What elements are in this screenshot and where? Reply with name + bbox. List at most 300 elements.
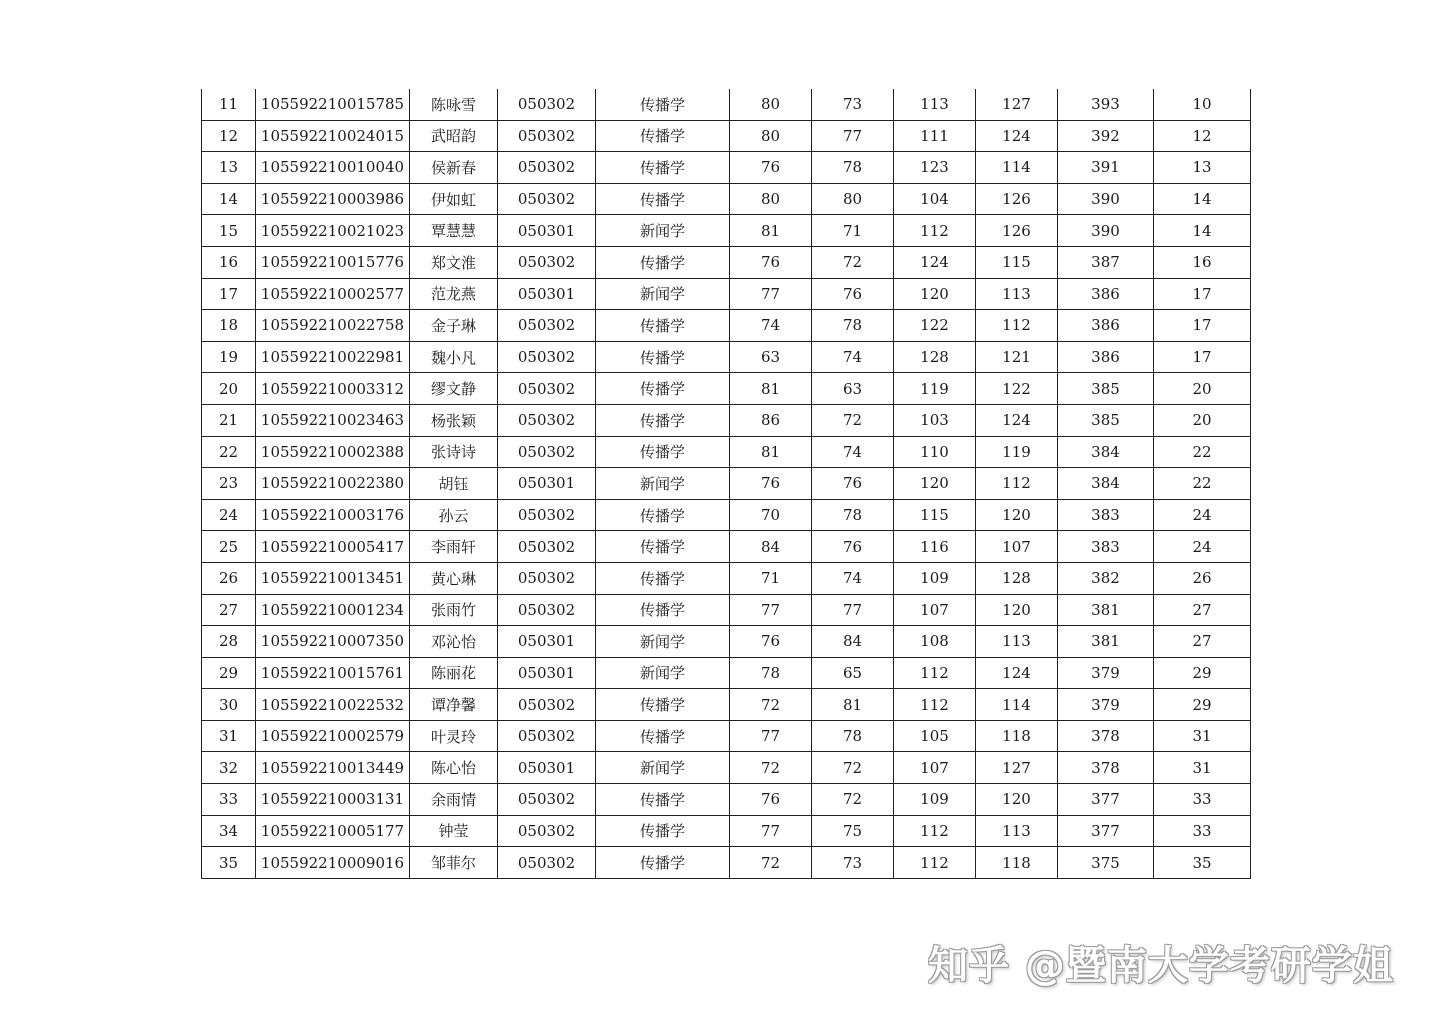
cell-score-politics: 80	[730, 120, 812, 152]
cell-row-number: 22	[202, 436, 256, 468]
cell-score-english: 75	[812, 815, 894, 847]
cell-student-name: 伊如虹	[410, 183, 498, 215]
cell-major-name: 传播学	[596, 310, 730, 342]
cell-score-subject-1: 104	[894, 183, 976, 215]
table-row	[202, 689, 1251, 721]
cell-rank: 17	[1154, 341, 1251, 373]
cell-rank: 27	[1154, 594, 1251, 626]
cell-student-name: 陈心怡	[410, 752, 498, 784]
cell-score-english: 76	[812, 531, 894, 563]
cell-major-name: 传播学	[596, 183, 730, 215]
cell-score-english: 63	[812, 373, 894, 405]
cell-major-name: 传播学	[596, 562, 730, 594]
cell-major-code: 050302	[498, 562, 596, 594]
cell-score-english: 81	[812, 689, 894, 721]
cell-score-subject-1: 107	[894, 752, 976, 784]
cell-row-number: 35	[202, 847, 256, 879]
table-row	[202, 468, 1251, 500]
cell-rank: 24	[1154, 531, 1251, 563]
cell-major-code: 050301	[498, 626, 596, 658]
cell-major-code: 050302	[498, 720, 596, 752]
cell-score-politics: 63	[730, 341, 812, 373]
cell-score-politics: 77	[730, 720, 812, 752]
cell-score-subject-2: 113	[976, 278, 1058, 310]
cell-major-code: 050302	[498, 310, 596, 342]
cell-exam-id: 105592210002579	[256, 720, 410, 752]
cell-score-english: 77	[812, 594, 894, 626]
cell-row-number: 20	[202, 373, 256, 405]
cell-row-number: 32	[202, 752, 256, 784]
cell-score-politics: 77	[730, 815, 812, 847]
cell-score-politics: 77	[730, 278, 812, 310]
cell-score-english: 72	[812, 752, 894, 784]
cell-score-politics: 70	[730, 499, 812, 531]
cell-major-name: 传播学	[596, 784, 730, 816]
cell-score-subject-2: 113	[976, 626, 1058, 658]
cell-major-name: 新闻学	[596, 215, 730, 247]
cell-major-name: 传播学	[596, 499, 730, 531]
cell-score-politics: 72	[730, 689, 812, 721]
cell-score-subject-2: 124	[976, 657, 1058, 689]
cell-total-score: 386	[1058, 278, 1154, 310]
table-row	[202, 183, 1251, 215]
table-row	[202, 784, 1251, 816]
cell-score-politics: 84	[730, 531, 812, 563]
cell-row-number: 31	[202, 720, 256, 752]
cell-score-politics: 72	[730, 847, 812, 879]
cell-rank: 16	[1154, 246, 1251, 278]
cell-exam-id: 105592210001234	[256, 594, 410, 626]
cell-student-name: 钟莹	[410, 815, 498, 847]
cell-score-politics: 80	[730, 183, 812, 215]
cell-row-number: 33	[202, 784, 256, 816]
table-row	[202, 594, 1251, 626]
cell-score-politics: 76	[730, 626, 812, 658]
cell-rank: 29	[1154, 657, 1251, 689]
cell-score-english: 74	[812, 341, 894, 373]
cell-major-name: 新闻学	[596, 752, 730, 784]
cell-score-politics: 86	[730, 404, 812, 436]
cell-rank: 14	[1154, 183, 1251, 215]
table-row	[202, 720, 1251, 752]
cell-score-politics: 80	[730, 89, 812, 120]
cell-total-score: 381	[1058, 594, 1154, 626]
cell-major-name: 传播学	[596, 689, 730, 721]
cell-total-score: 386	[1058, 310, 1154, 342]
cell-score-subject-2: 113	[976, 815, 1058, 847]
cell-rank: 31	[1154, 752, 1251, 784]
cell-exam-id: 105592210005177	[256, 815, 410, 847]
cell-major-code: 050301	[498, 657, 596, 689]
cell-score-subject-2: 120	[976, 499, 1058, 531]
table-row	[202, 310, 1251, 342]
cell-total-score: 375	[1058, 847, 1154, 879]
cell-student-name: 魏小凡	[410, 341, 498, 373]
cell-exam-id: 105592210015776	[256, 246, 410, 278]
cell-rank: 35	[1154, 847, 1251, 879]
cell-exam-id: 105592210002388	[256, 436, 410, 468]
cell-total-score: 384	[1058, 468, 1154, 500]
table-row	[202, 626, 1251, 658]
cell-exam-id: 105592210003312	[256, 373, 410, 405]
cell-score-english: 78	[812, 720, 894, 752]
cell-total-score: 378	[1058, 752, 1154, 784]
cell-student-name: 余雨情	[410, 784, 498, 816]
cell-rank: 29	[1154, 689, 1251, 721]
cell-score-subject-1: 128	[894, 341, 976, 373]
cell-row-number: 11	[202, 89, 256, 120]
cell-major-code: 050302	[498, 341, 596, 373]
cell-major-name: 传播学	[596, 120, 730, 152]
cell-student-name: 郑文淮	[410, 246, 498, 278]
table-row	[202, 531, 1251, 563]
cell-total-score: 387	[1058, 246, 1154, 278]
cell-row-number: 13	[202, 152, 256, 184]
cell-score-english: 74	[812, 562, 894, 594]
cell-major-code: 050302	[498, 499, 596, 531]
cell-score-politics: 81	[730, 373, 812, 405]
cell-score-subject-1: 123	[894, 152, 976, 184]
cell-exam-id: 105592210003131	[256, 784, 410, 816]
cell-major-name: 新闻学	[596, 657, 730, 689]
cell-row-number: 21	[202, 404, 256, 436]
cell-exam-id: 105592210022758	[256, 310, 410, 342]
table-row	[202, 436, 1251, 468]
cell-rank: 13	[1154, 152, 1251, 184]
cell-exam-id: 105592210013451	[256, 562, 410, 594]
table-row	[202, 152, 1251, 184]
cell-major-name: 新闻学	[596, 468, 730, 500]
table-row	[202, 847, 1251, 879]
cell-row-number: 18	[202, 310, 256, 342]
cell-rank: 33	[1154, 815, 1251, 847]
cell-total-score: 379	[1058, 689, 1154, 721]
cell-score-subject-2: 118	[976, 720, 1058, 752]
table-row	[202, 278, 1251, 310]
cell-total-score: 390	[1058, 215, 1154, 247]
cell-major-name: 传播学	[596, 404, 730, 436]
cell-total-score: 377	[1058, 784, 1154, 816]
cell-score-english: 72	[812, 246, 894, 278]
cell-major-code: 050302	[498, 246, 596, 278]
cell-row-number: 24	[202, 499, 256, 531]
cell-row-number: 25	[202, 531, 256, 563]
cell-major-name: 传播学	[596, 246, 730, 278]
cell-score-subject-2: 112	[976, 310, 1058, 342]
cell-row-number: 12	[202, 120, 256, 152]
cell-major-code: 050302	[498, 594, 596, 626]
cell-major-code: 050301	[498, 752, 596, 784]
cell-score-subject-2: 126	[976, 183, 1058, 215]
cell-major-code: 050302	[498, 404, 596, 436]
cell-score-subject-1: 109	[894, 562, 976, 594]
score-table	[201, 89, 1251, 879]
cell-score-politics: 78	[730, 657, 812, 689]
cell-score-politics: 72	[730, 752, 812, 784]
cell-rank: 22	[1154, 468, 1251, 500]
cell-total-score: 378	[1058, 720, 1154, 752]
cell-major-name: 传播学	[596, 89, 730, 120]
cell-total-score: 377	[1058, 815, 1154, 847]
cell-row-number: 19	[202, 341, 256, 373]
cell-score-subject-1: 116	[894, 531, 976, 563]
cell-major-code: 050302	[498, 531, 596, 563]
cell-rank: 20	[1154, 404, 1251, 436]
cell-score-subject-1: 103	[894, 404, 976, 436]
cell-student-name: 陈丽花	[410, 657, 498, 689]
cell-exam-id: 105592210024015	[256, 120, 410, 152]
cell-rank: 33	[1154, 784, 1251, 816]
cell-score-subject-1: 112	[894, 215, 976, 247]
cell-rank: 27	[1154, 626, 1251, 658]
cell-major-name: 传播学	[596, 531, 730, 563]
cell-score-english: 72	[812, 404, 894, 436]
cell-student-name: 杨张颖	[410, 404, 498, 436]
cell-student-name: 张诗诗	[410, 436, 498, 468]
cell-score-english: 78	[812, 310, 894, 342]
cell-score-english: 71	[812, 215, 894, 247]
cell-major-code: 050301	[498, 278, 596, 310]
cell-score-subject-2: 107	[976, 531, 1058, 563]
cell-score-subject-1: 119	[894, 373, 976, 405]
cell-student-name: 范龙燕	[410, 278, 498, 310]
cell-student-name: 侯新春	[410, 152, 498, 184]
cell-total-score: 392	[1058, 120, 1154, 152]
cell-score-politics: 77	[730, 594, 812, 626]
cell-score-politics: 76	[730, 246, 812, 278]
cell-major-name: 传播学	[596, 720, 730, 752]
cell-major-name: 传播学	[596, 152, 730, 184]
cell-total-score: 386	[1058, 341, 1154, 373]
cell-exam-id: 105592210007350	[256, 626, 410, 658]
cell-score-subject-2: 115	[976, 246, 1058, 278]
cell-score-subject-1: 108	[894, 626, 976, 658]
cell-score-subject-2: 122	[976, 373, 1058, 405]
cell-score-politics: 74	[730, 310, 812, 342]
cell-score-english: 73	[812, 89, 894, 120]
cell-score-english: 78	[812, 152, 894, 184]
cell-major-code: 050302	[498, 689, 596, 721]
cell-major-code: 050302	[498, 373, 596, 405]
cell-score-subject-1: 112	[894, 815, 976, 847]
cell-score-english: 78	[812, 499, 894, 531]
cell-score-subject-1: 120	[894, 278, 976, 310]
cell-student-name: 黄心琳	[410, 562, 498, 594]
cell-exam-id: 105592210003176	[256, 499, 410, 531]
cell-score-subject-1: 113	[894, 89, 976, 120]
cell-student-name: 张雨竹	[410, 594, 498, 626]
cell-major-code: 050302	[498, 183, 596, 215]
cell-row-number: 27	[202, 594, 256, 626]
cell-score-english: 72	[812, 784, 894, 816]
cell-student-name: 谭净馨	[410, 689, 498, 721]
cell-major-code: 050302	[498, 784, 596, 816]
cell-exam-id: 105592210009016	[256, 847, 410, 879]
cell-student-name: 叶灵玲	[410, 720, 498, 752]
cell-rank: 14	[1154, 215, 1251, 247]
cell-major-name: 传播学	[596, 373, 730, 405]
table-row	[202, 246, 1251, 278]
cell-score-subject-2: 114	[976, 689, 1058, 721]
cell-score-politics: 76	[730, 152, 812, 184]
cell-score-subject-2: 120	[976, 784, 1058, 816]
cell-total-score: 383	[1058, 531, 1154, 563]
cell-major-name: 传播学	[596, 341, 730, 373]
cell-major-code: 050302	[498, 89, 596, 120]
table-row	[202, 89, 1251, 120]
cell-major-name: 新闻学	[596, 626, 730, 658]
cell-student-name: 陈咏雪	[410, 89, 498, 120]
table-row	[202, 752, 1251, 784]
cell-score-subject-1: 112	[894, 689, 976, 721]
cell-major-name: 传播学	[596, 815, 730, 847]
cell-row-number: 17	[202, 278, 256, 310]
cell-total-score: 381	[1058, 626, 1154, 658]
cell-rank: 26	[1154, 562, 1251, 594]
cell-major-name: 传播学	[596, 594, 730, 626]
cell-score-subject-2: 118	[976, 847, 1058, 879]
table-row	[202, 215, 1251, 247]
cell-exam-id: 105592210013449	[256, 752, 410, 784]
cell-score-english: 65	[812, 657, 894, 689]
table-row	[202, 815, 1251, 847]
cell-score-subject-1: 110	[894, 436, 976, 468]
cell-student-name: 缪文静	[410, 373, 498, 405]
cell-total-score: 382	[1058, 562, 1154, 594]
cell-student-name: 李雨轩	[410, 531, 498, 563]
cell-exam-id: 105592210010040	[256, 152, 410, 184]
cell-score-subject-1: 111	[894, 120, 976, 152]
cell-rank: 22	[1154, 436, 1251, 468]
cell-score-subject-1: 105	[894, 720, 976, 752]
cell-score-english: 80	[812, 183, 894, 215]
cell-score-subject-1: 122	[894, 310, 976, 342]
cell-total-score: 385	[1058, 373, 1154, 405]
cell-exam-id: 105592210022380	[256, 468, 410, 500]
table-body	[202, 89, 1251, 878]
cell-score-subject-2: 126	[976, 215, 1058, 247]
table-row	[202, 120, 1251, 152]
cell-total-score: 390	[1058, 183, 1154, 215]
cell-major-code: 050301	[498, 468, 596, 500]
cell-score-subject-1: 120	[894, 468, 976, 500]
cell-total-score: 393	[1058, 89, 1154, 120]
cell-score-politics: 81	[730, 436, 812, 468]
cell-student-name: 覃慧慧	[410, 215, 498, 247]
cell-student-name: 邹菲尔	[410, 847, 498, 879]
cell-row-number: 16	[202, 246, 256, 278]
cell-score-politics: 81	[730, 215, 812, 247]
cell-row-number: 26	[202, 562, 256, 594]
cell-total-score: 385	[1058, 404, 1154, 436]
cell-rank: 10	[1154, 89, 1251, 120]
cell-score-english: 76	[812, 468, 894, 500]
cell-student-name: 武昭韵	[410, 120, 498, 152]
cell-score-english: 84	[812, 626, 894, 658]
table-row	[202, 341, 1251, 373]
cell-row-number: 14	[202, 183, 256, 215]
cell-score-english: 74	[812, 436, 894, 468]
cell-exam-id: 105592210003986	[256, 183, 410, 215]
table-row	[202, 657, 1251, 689]
cell-row-number: 15	[202, 215, 256, 247]
cell-score-subject-1: 107	[894, 594, 976, 626]
cell-major-code: 050301	[498, 215, 596, 247]
cell-score-subject-1: 124	[894, 246, 976, 278]
cell-major-code: 050302	[498, 120, 596, 152]
cell-rank: 17	[1154, 278, 1251, 310]
cell-exam-id: 105592210002577	[256, 278, 410, 310]
cell-exam-id: 105592210021023	[256, 215, 410, 247]
cell-row-number: 23	[202, 468, 256, 500]
cell-score-english: 77	[812, 120, 894, 152]
cell-exam-id: 105592210023463	[256, 404, 410, 436]
cell-major-name: 传播学	[596, 847, 730, 879]
cell-exam-id: 105592210015761	[256, 657, 410, 689]
cell-rank: 12	[1154, 120, 1251, 152]
cell-score-subject-2: 128	[976, 562, 1058, 594]
cell-major-code: 050302	[498, 436, 596, 468]
cell-total-score: 383	[1058, 499, 1154, 531]
cell-score-english: 76	[812, 278, 894, 310]
cell-rank: 17	[1154, 310, 1251, 342]
cell-score-subject-2: 119	[976, 436, 1058, 468]
cell-score-subject-1: 112	[894, 657, 976, 689]
cell-score-politics: 76	[730, 784, 812, 816]
table-row	[202, 499, 1251, 531]
cell-exam-id: 105592210005417	[256, 531, 410, 563]
cell-exam-id: 105592210022981	[256, 341, 410, 373]
cell-row-number: 28	[202, 626, 256, 658]
cell-row-number: 29	[202, 657, 256, 689]
cell-major-code: 050302	[498, 847, 596, 879]
cell-row-number: 34	[202, 815, 256, 847]
cell-score-subject-1: 109	[894, 784, 976, 816]
cell-score-subject-1: 115	[894, 499, 976, 531]
cell-total-score: 391	[1058, 152, 1154, 184]
cell-total-score: 379	[1058, 657, 1154, 689]
cell-rank: 31	[1154, 720, 1251, 752]
cell-rank: 20	[1154, 373, 1251, 405]
table-row	[202, 373, 1251, 405]
cell-score-politics: 76	[730, 468, 812, 500]
table-row	[202, 562, 1251, 594]
cell-score-subject-2: 114	[976, 152, 1058, 184]
cell-major-code: 050302	[498, 152, 596, 184]
cell-score-english: 73	[812, 847, 894, 879]
cell-student-name: 孙云	[410, 499, 498, 531]
cell-total-score: 384	[1058, 436, 1154, 468]
cell-exam-id: 105592210022532	[256, 689, 410, 721]
cell-score-subject-2: 127	[976, 752, 1058, 784]
cell-score-subject-1: 112	[894, 847, 976, 879]
cell-major-name: 传播学	[596, 436, 730, 468]
cell-score-subject-2: 127	[976, 89, 1058, 120]
cell-exam-id: 105592210015785	[256, 89, 410, 120]
cell-major-code: 050302	[498, 815, 596, 847]
table-row	[202, 404, 1251, 436]
zhihu-watermark: 知乎 @暨南大学考研学姐	[928, 943, 1394, 989]
cell-rank: 24	[1154, 499, 1251, 531]
cell-score-subject-2: 120	[976, 594, 1058, 626]
cell-score-politics: 71	[730, 562, 812, 594]
cell-score-subject-2: 124	[976, 404, 1058, 436]
cell-student-name: 金子琳	[410, 310, 498, 342]
cell-row-number: 30	[202, 689, 256, 721]
cell-student-name: 胡钰	[410, 468, 498, 500]
cell-student-name: 邓沁怡	[410, 626, 498, 658]
cell-score-subject-2: 121	[976, 341, 1058, 373]
